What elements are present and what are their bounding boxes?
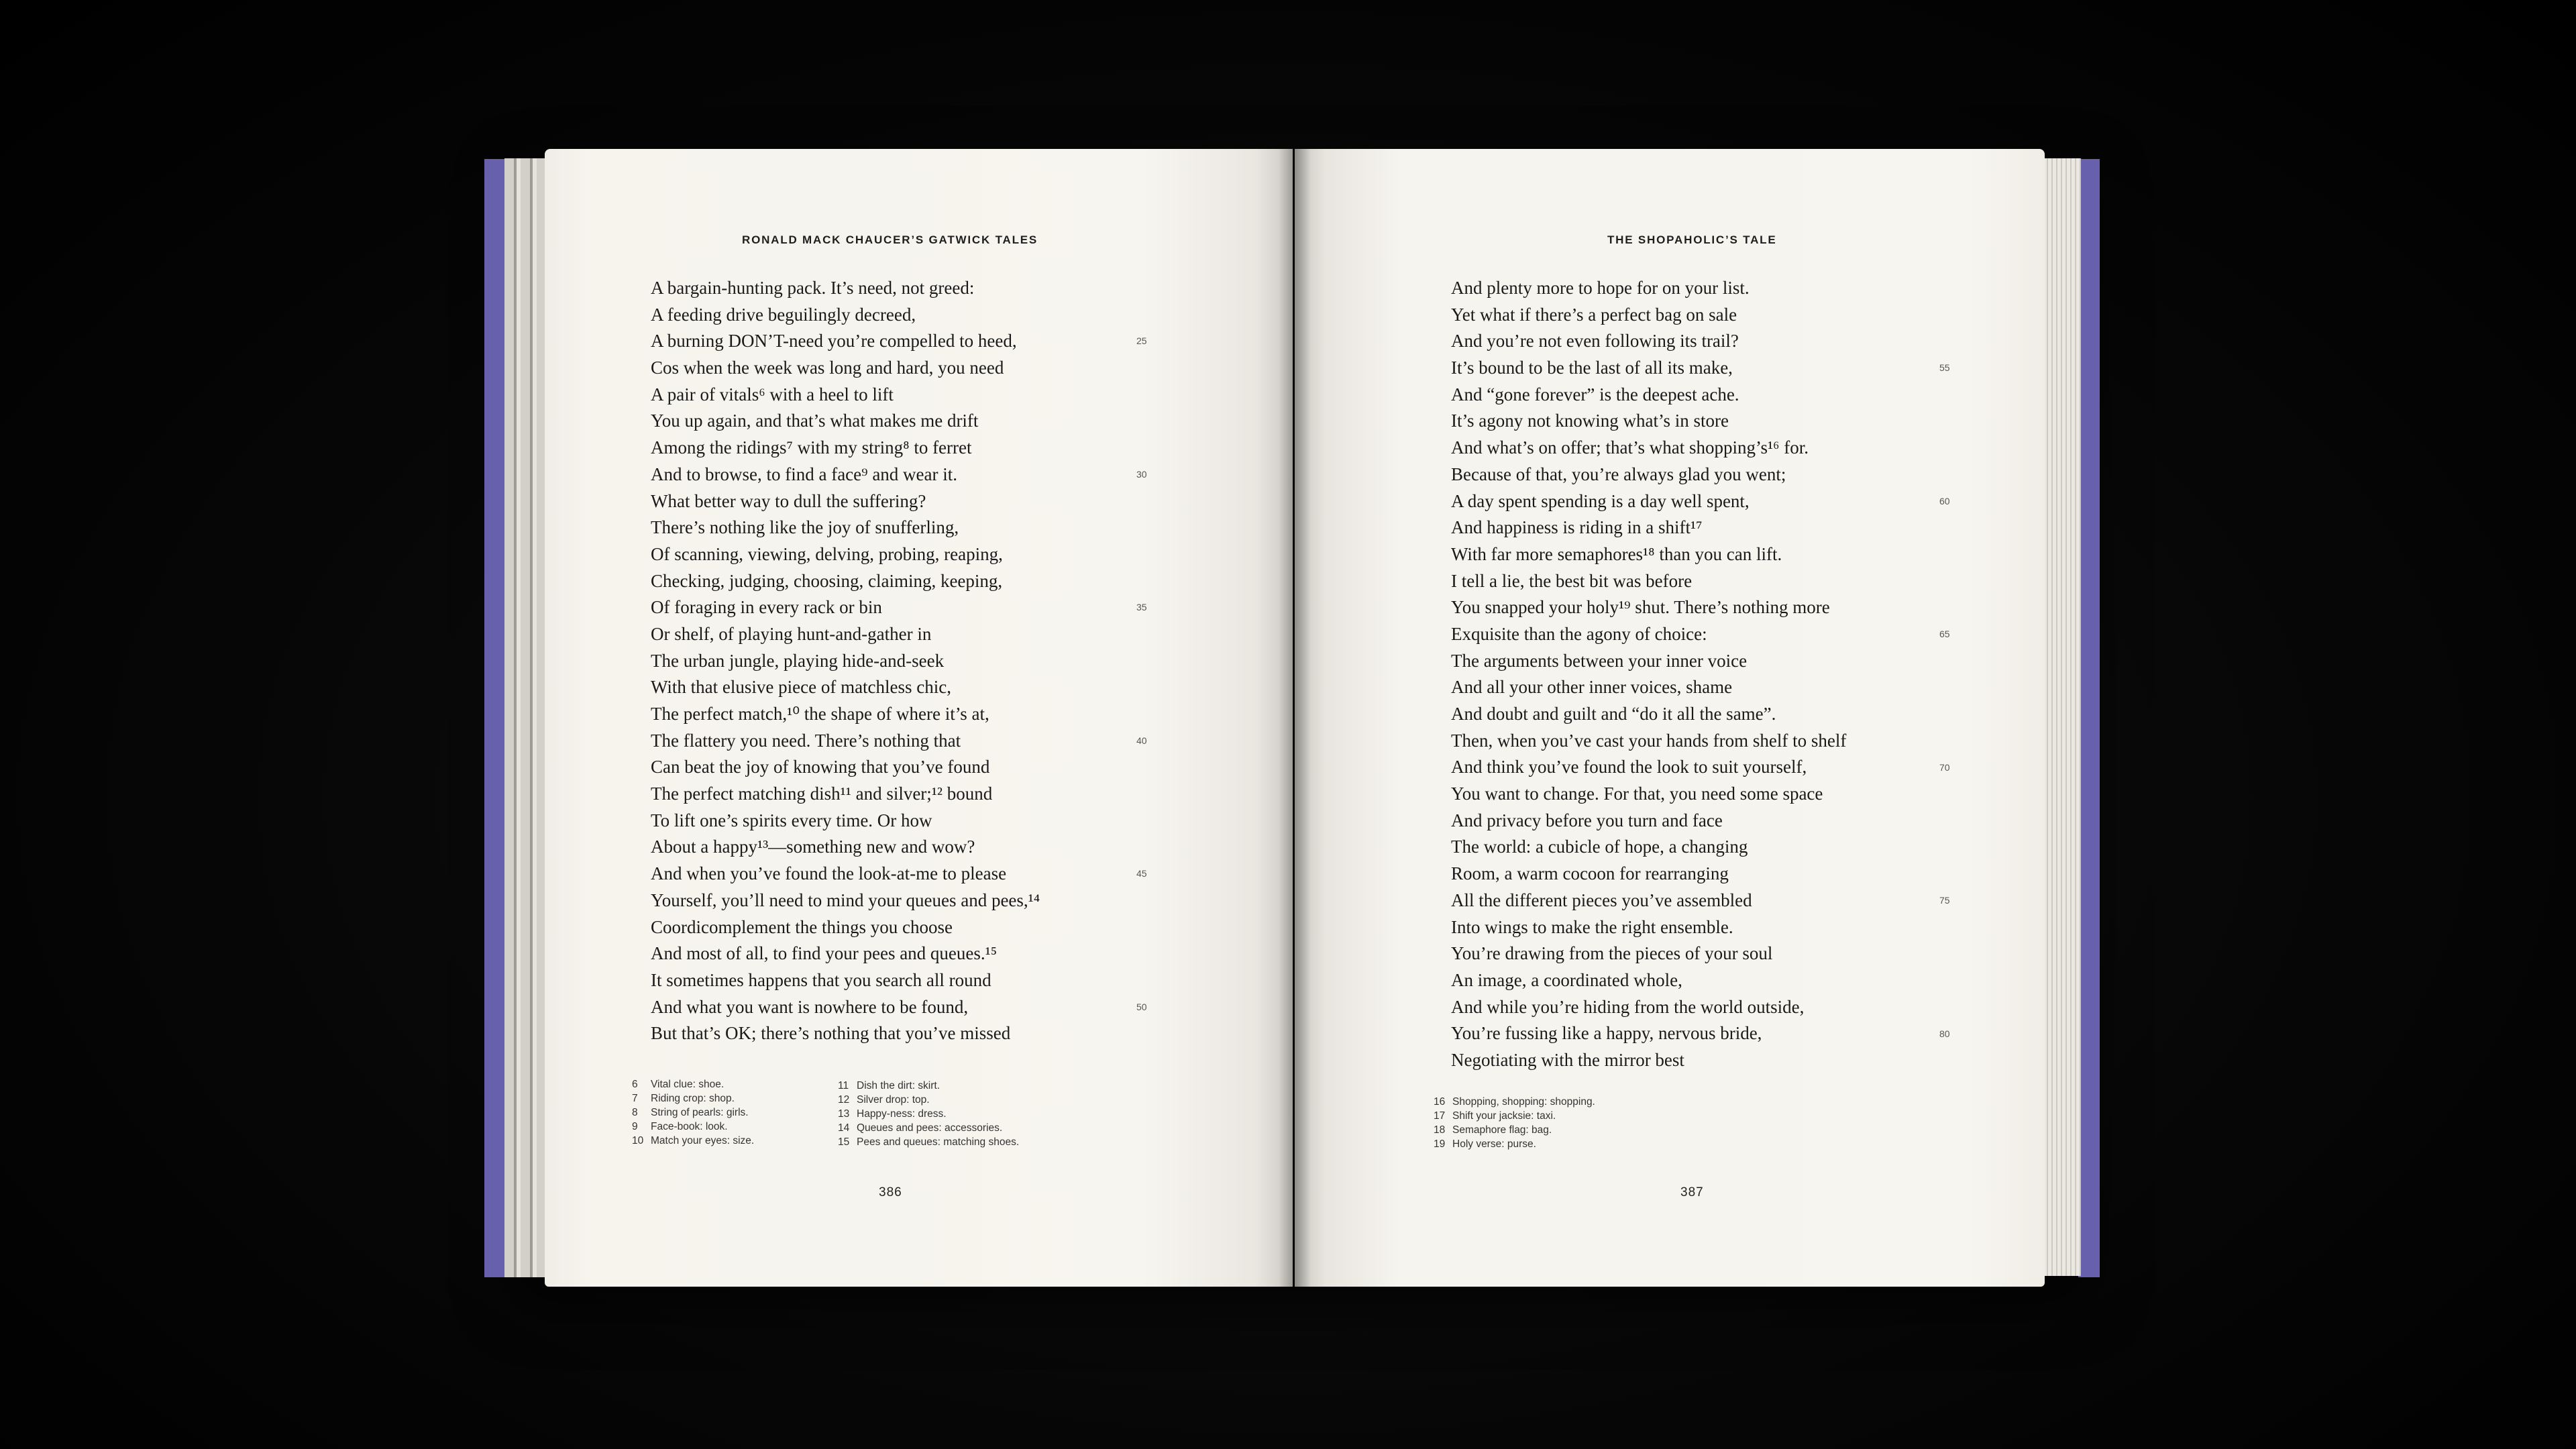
footnote-text: String of pearls: girls. <box>651 1107 749 1118</box>
footnote <box>1434 1123 1595 1137</box>
verse-line: Among the ridings⁷ with my string⁸ to ferret <box>651 437 972 458</box>
verse-right <box>1451 275 1846 1074</box>
verse-line: You’re fussing like a happy, nervous bride, <box>1451 1023 1762 1044</box>
footnote <box>1434 1095 1595 1109</box>
verse-line: Yourself, you’ll need to mind your queues and pees,¹⁴ <box>651 890 1040 910</box>
footnote-text: Shopping, shopping: shopping. <box>1452 1096 1595 1108</box>
verse-line: Of foraging in every rack or bin <box>651 597 882 618</box>
footnote-text: Pees and queues: matching shoes. <box>857 1136 1020 1148</box>
verse-line: The perfect matching dish¹¹ and silver;¹² bound <box>651 784 993 804</box>
verse-line: You up again, and that’s what makes me drift <box>651 411 979 431</box>
book-gutter <box>1279 149 1311 1287</box>
line-number: 65 <box>1939 629 1950 640</box>
running-head-left: RONALD MACK CHAUCER’S GATWICK TALES <box>742 233 1038 246</box>
footnotes-right <box>1434 1095 1595 1151</box>
right-page <box>1295 149 2045 1287</box>
line-number: 70 <box>1939 761 1950 773</box>
verse-line: Can beat the joy of knowing that you’ve found <box>651 757 990 777</box>
verse-line: The arguments between your inner voice <box>1451 650 1748 671</box>
footnote-number: 16 <box>1434 1096 1446 1108</box>
line-number: 45 <box>1136 868 1147 879</box>
footnote-number: 14 <box>838 1122 850 1134</box>
verse-line: What better way to dull the suffering? <box>651 490 926 511</box>
footnote <box>838 1121 1019 1135</box>
footnote-text: Face-book: look. <box>651 1121 728 1132</box>
verse-line: But that’s OK; there’s nothing that you’ve missed <box>651 1023 1011 1044</box>
verse-line: And happiness is riding in a shift¹⁷ <box>1451 517 1703 538</box>
footnote-number: 9 <box>632 1121 638 1132</box>
footnote <box>632 1134 754 1148</box>
footnote <box>838 1107 1019 1121</box>
verse-line: Coordicomplement the things you choose <box>651 916 953 937</box>
footnotes-left-col1 <box>632 1077 754 1148</box>
verse-line: It’s bound to be the last of all its make, <box>1451 358 1733 378</box>
verse-line: And what you want is nowhere to be found, <box>651 996 969 1017</box>
verse-line: The world: a cubicle of hope, a changing <box>1451 837 1748 857</box>
footnote-text: Riding crop: shop. <box>651 1093 735 1104</box>
footnote <box>838 1135 1019 1149</box>
verse-line: It’s agony not knowing what’s in store <box>1451 411 1729 431</box>
footnote-text: Semaphore flag: bag. <box>1452 1124 1552 1136</box>
line-number: 40 <box>1136 735 1147 746</box>
verse-line: About a happy¹³—something new and wow? <box>651 837 975 857</box>
line-number: 60 <box>1939 495 1950 506</box>
footnote <box>632 1106 754 1120</box>
verse-line: You’re drawing from the pieces of your soul <box>1451 943 1773 964</box>
line-number: 80 <box>1939 1028 1950 1039</box>
verse-line: Room, a warm cocoon for rearranging <box>1451 863 1729 884</box>
footnote-number: 17 <box>1434 1110 1446 1122</box>
footnote-number: 12 <box>838 1094 850 1106</box>
verse-line: Then, when you’ve cast your hands from shelf to shelf <box>1451 730 1847 751</box>
left-page-block-edge <box>504 158 547 1277</box>
verse-line: Of scanning, viewing, delving, probing, reaping, <box>651 543 1003 564</box>
footnote-text: Dish the dirt: skirt. <box>857 1080 941 1091</box>
footnote <box>838 1093 1019 1107</box>
verse-line: Or shelf, of playing hunt-and-gather in <box>651 623 932 644</box>
verse-line: A day spent spending is a day well spent, <box>1451 490 1750 511</box>
verse-line: The flattery you need. There’s nothing that <box>651 730 961 751</box>
footnote-text: Silver drop: top. <box>857 1094 930 1106</box>
footnotes-left-col2 <box>838 1079 1019 1149</box>
verse-line: You want to change. For that, you need some space <box>1451 784 1823 804</box>
verse-line: Exquisite than the agony of choice: <box>1451 623 1707 644</box>
verse-line: And when you’ve found the look-at-me to please <box>651 863 1007 884</box>
footnote-number: 7 <box>632 1093 638 1104</box>
footnote-text: Queues and pees: accessories. <box>857 1122 1003 1134</box>
footnote-text: Happy-ness: dress. <box>857 1108 947 1120</box>
footnote-text: Shift your jacksie: taxi. <box>1452 1110 1556 1122</box>
verse-line: And “gone forever” is the deepest ache. <box>1451 384 1739 405</box>
verse-line: Negotiating with the mirror best <box>1451 1049 1684 1070</box>
footnote-text: Vital clue: shoe. <box>651 1079 724 1090</box>
footnote-text: Holy verse: purse. <box>1452 1138 1536 1150</box>
left-page <box>545 149 1293 1287</box>
verse-line: And what’s on offer; that’s what shopping’s¹⁶ for. <box>1451 437 1809 458</box>
verse-line: And think you’ve found the look to suit yourself, <box>1451 757 1807 777</box>
verse-line: Checking, judging, choosing, claiming, keeping, <box>651 570 1003 591</box>
page-number-right: 387 <box>1680 1185 1704 1199</box>
footnote-number: 13 <box>838 1108 850 1120</box>
verse-line: There’s nothing like the joy of snufferling, <box>651 517 959 538</box>
line-number: 50 <box>1136 1001 1147 1012</box>
verse-line: Cos when the week was long and hard, you need <box>651 358 1004 378</box>
verse-line: A bargain-hunting pack. It’s need, not greed: <box>651 278 975 298</box>
verse-line: An image, a coordinated whole, <box>1451 969 1682 990</box>
footnote-number: 10 <box>632 1135 644 1146</box>
verse-line: Yet what if there’s a perfect bag on sale <box>1451 304 1737 325</box>
footnote <box>1434 1109 1595 1123</box>
verse-line: A feeding drive beguilingly decreed, <box>651 304 916 325</box>
line-number: 30 <box>1136 468 1147 480</box>
page-number-left: 386 <box>879 1185 902 1199</box>
footnote <box>838 1079 1019 1093</box>
verse-line: And you’re not even following its trail? <box>1451 331 1739 352</box>
verse-line: The urban jungle, playing hide-and-seek <box>651 650 945 671</box>
footnote-number: 15 <box>838 1136 850 1148</box>
verse-line: With far more semaphores¹⁸ than you can lift. <box>1451 543 1782 564</box>
line-number: 25 <box>1136 335 1147 347</box>
running-head-right: THE SHOPAHOLIC’S TALE <box>1607 233 1777 246</box>
verse-line: And doubt and guilt and “do it all the same”. <box>1451 704 1776 724</box>
verse-line: A pair of vitals⁶ with a heel to lift <box>651 384 894 405</box>
verse-line: You snapped your holy¹⁹ shut. There’s nothing more <box>1451 597 1830 618</box>
footnote <box>632 1120 754 1134</box>
footnote-number: 19 <box>1434 1138 1446 1150</box>
footnote <box>632 1091 754 1106</box>
footnote-number: 6 <box>632 1079 638 1090</box>
verse-line: And to browse, to find a face⁹ and wear it. <box>651 464 958 484</box>
footnote-number: 11 <box>838 1080 849 1091</box>
verse-line: To lift one’s spirits every time. Or how <box>651 810 932 830</box>
footnote-number: 18 <box>1434 1124 1446 1136</box>
footnote-number: 8 <box>632 1107 638 1118</box>
verse-line: And while you’re hiding from the world outside, <box>1451 996 1805 1017</box>
verse-line: Into wings to make the right ensemble. <box>1451 916 1733 937</box>
line-number: 35 <box>1136 602 1147 613</box>
footnote-text: Match your eyes: size. <box>651 1135 755 1146</box>
footnote <box>632 1077 754 1091</box>
line-number: 55 <box>1939 362 1950 374</box>
verse-line: And privacy before you turn and face <box>1451 810 1723 830</box>
verse-left <box>651 275 1040 1047</box>
verse-line: And most of all, to find your pees and queues.¹⁵ <box>651 943 998 964</box>
verse-line: The perfect match,¹⁰ the shape of where it’s at, <box>651 704 989 724</box>
footnote <box>1434 1137 1595 1151</box>
front-cover-edge <box>2078 159 2100 1277</box>
verse-line: And all your other inner voices, shame <box>1451 677 1733 698</box>
verse-line: All the different pieces you’ve assembled <box>1451 890 1752 910</box>
verse-line: And plenty more to hope for on your list. <box>1451 278 1750 298</box>
verse-line: A burning DON’T-need you’re compelled to heed, <box>651 331 1017 352</box>
line-number: 75 <box>1939 895 1950 906</box>
verse-line: It sometimes happens that you search all round <box>651 969 991 990</box>
verse-line: I tell a lie, the best bit was before <box>1451 570 1693 591</box>
verse-line: With that elusive piece of matchless chic, <box>651 677 952 698</box>
verse-line: Because of that, you’re always glad you went; <box>1451 464 1786 484</box>
